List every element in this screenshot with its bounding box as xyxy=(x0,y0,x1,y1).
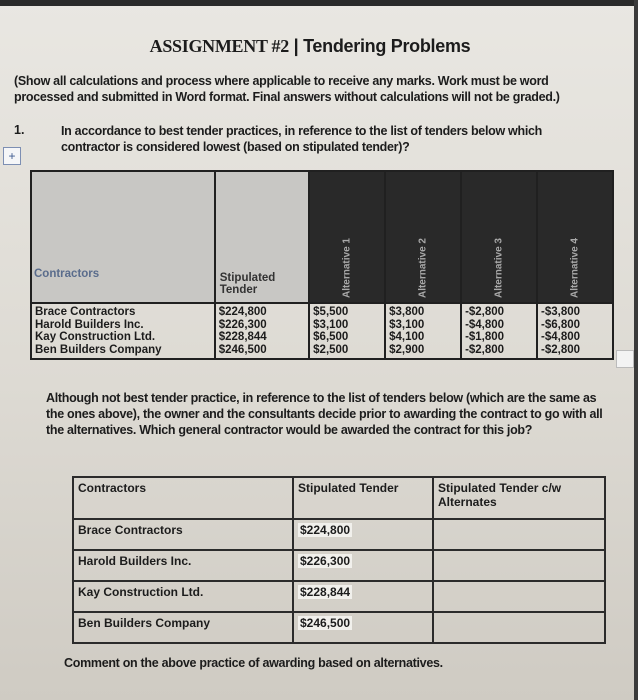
table-resize-handle[interactable] xyxy=(616,350,634,368)
header-alternative-4-label: Alternative 4 xyxy=(569,237,581,298)
header-alternative-3-label: Alternative 3 xyxy=(493,237,505,298)
header-contractors: Contractors xyxy=(31,171,215,303)
header-alternative-1 xyxy=(309,171,385,303)
alternative-value: $6,500 xyxy=(313,331,349,343)
table-move-handle-icon[interactable]: + xyxy=(3,147,21,165)
contractor-name: Kay Construction Ltd. xyxy=(73,581,293,612)
contractor-name: Harold Builders Inc. xyxy=(35,318,144,331)
contractor-name: Harold Builders Inc. xyxy=(73,550,293,581)
header-alternative-2-label: Alternative 2 xyxy=(417,237,429,298)
alternative-2-values-cell xyxy=(385,303,461,359)
alternative-value: $4,100 xyxy=(389,331,425,343)
header-stipulated-tender: Stipulated Tender xyxy=(215,171,309,303)
header-tender-with-alternates: Stipulated Tender c/w Alternates xyxy=(433,477,605,519)
alternative-1-values-cell xyxy=(309,303,385,359)
title-topic: | Tendering Problems xyxy=(293,36,471,56)
alternative-value: -$2,800 xyxy=(465,343,505,356)
alternative-value: $3,800 xyxy=(389,306,425,318)
alternative-value: -$3,800 xyxy=(541,306,581,318)
answer-cell[interactable] xyxy=(433,550,605,581)
tender-value: $228,844 xyxy=(300,585,351,599)
tender-value: $246,500 xyxy=(300,616,351,630)
alternative-value: $3,100 xyxy=(389,318,425,331)
alternative-value: $2,500 xyxy=(313,343,349,356)
contractor-name: Ben Builders Company xyxy=(35,343,162,356)
alternative-value: -$6,800 xyxy=(541,318,581,331)
tender-value-cell xyxy=(293,519,433,550)
alternative-value: -$4,800 xyxy=(465,318,505,331)
answer-cell[interactable] xyxy=(433,612,605,643)
alternative-3-values-cell xyxy=(461,303,537,359)
contractor-name: Brace Contractors xyxy=(35,306,136,318)
header-alternative-3 xyxy=(461,171,537,303)
alternative-value: -$2,800 xyxy=(541,343,581,356)
table-row xyxy=(73,612,605,643)
comment-prompt: Comment on the above practice of awarding based on alternatives. xyxy=(64,656,443,670)
table-row xyxy=(73,581,605,612)
tender-values-cell xyxy=(215,303,309,359)
header-alternative-2 xyxy=(385,171,461,303)
tender-value: $224,800 xyxy=(300,523,351,537)
question-number: 1. xyxy=(14,123,25,137)
alternative-value: -$2,800 xyxy=(465,306,505,318)
tender-value: $226,300 xyxy=(300,554,351,568)
table-row xyxy=(73,550,605,581)
tender-value: $228,844 xyxy=(218,331,267,343)
answer-cell[interactable] xyxy=(433,581,605,612)
alternative-4-values-cell xyxy=(537,303,613,359)
table-row xyxy=(31,303,613,359)
tender-value-cell xyxy=(293,581,433,612)
tenders-table xyxy=(30,170,614,360)
photo-frame-right xyxy=(634,0,638,700)
alternative-value: -$1,800 xyxy=(465,331,505,343)
alternates-answer-table xyxy=(72,476,606,644)
alternative-value: $3,100 xyxy=(313,318,349,331)
tender-value: $224,800 xyxy=(218,306,267,318)
alternatives-question-text: Although not best tender practice, in reference to the list of tenders below (which are the same as the ones above), the owner and the consultants decide prior to awarding the contract to go with all the alternatives. Which general contractor would be awarded the contract for this job? xyxy=(46,391,603,437)
header-stipulated-tender: Stipulated Tender xyxy=(293,477,433,519)
alternative-value: -$4,800 xyxy=(541,331,581,343)
title-assignment: ASSIGNMENT #2 xyxy=(149,36,289,56)
contractor-name: Brace Contractors xyxy=(73,519,293,550)
tender-value: $226,300 xyxy=(218,318,267,331)
answer-cell[interactable] xyxy=(433,519,605,550)
table-row xyxy=(73,519,605,550)
question-text: In accordance to best tender practices, in reference to the list of tenders below which contractor is considered lowest (based on stipulated tender)? xyxy=(61,124,542,154)
photo-frame-top xyxy=(0,0,638,6)
contractor-name: Ben Builders Company xyxy=(73,612,293,643)
page-title xyxy=(0,36,620,57)
header-contractors: Contractors xyxy=(73,477,293,519)
tender-value-cell xyxy=(293,612,433,643)
header-alternative-4 xyxy=(537,171,613,303)
tender-value: $246,500 xyxy=(218,343,267,356)
contractor-name: Kay Construction Ltd. xyxy=(35,331,156,343)
tender-value-cell xyxy=(293,550,433,581)
contractor-names-cell xyxy=(31,303,215,359)
header-alternative-1-label: Alternative 1 xyxy=(341,237,353,298)
alternative-value: $5,500 xyxy=(313,306,349,318)
alternative-value: $2,900 xyxy=(389,343,425,356)
instructions-text: (Show all calculations and process where applicable to receive any marks. Work must be word processed and submitted in Word format. Final answers without calculations will not be graded.) xyxy=(14,74,560,104)
